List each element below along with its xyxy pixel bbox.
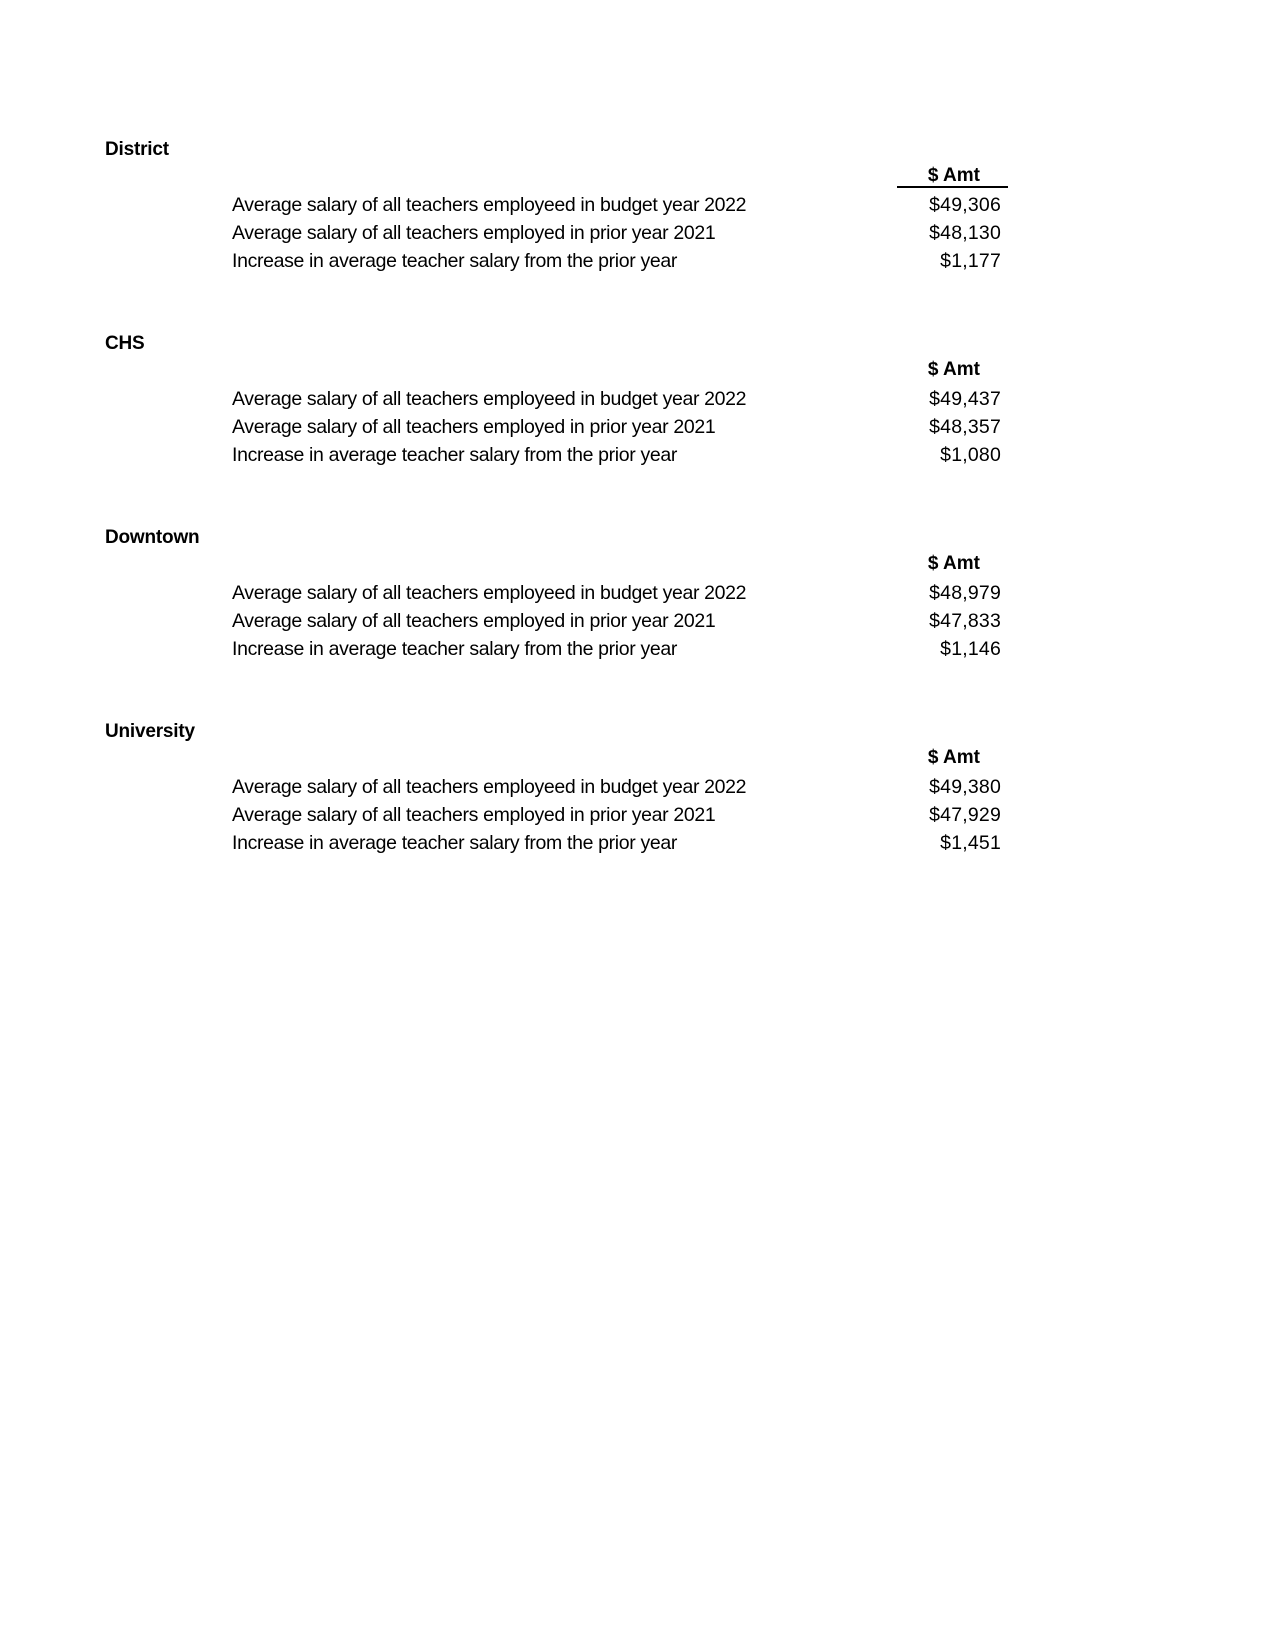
section-university xyxy=(0,720,1275,914)
row-value: $47,929 xyxy=(929,804,1001,826)
row-value: $1,177 xyxy=(940,250,1001,272)
row-value: $48,130 xyxy=(929,222,1001,244)
row-value: $1,080 xyxy=(940,444,1001,466)
amount-column-header: $ Amt xyxy=(927,553,980,574)
table-row xyxy=(0,635,1275,663)
table-row xyxy=(0,247,1275,275)
row-value: $49,437 xyxy=(929,388,1001,410)
table-row xyxy=(0,413,1275,441)
row-label: Average salary of all teachers employed in prior year 2021 xyxy=(232,416,716,438)
amount-column-header: $ Amt xyxy=(897,164,1008,188)
section-title: District xyxy=(105,139,169,160)
table-row xyxy=(0,219,1275,247)
row-value: $48,979 xyxy=(929,582,1001,604)
section-chs xyxy=(0,332,1275,526)
row-label: Average salary of all teachers employed in prior year 2021 xyxy=(232,610,716,632)
row-label: Average salary of all teachers employed in prior year 2021 xyxy=(232,804,716,826)
amount-column-header: $ Amt xyxy=(927,359,980,380)
section-title: Downtown xyxy=(105,527,200,548)
row-value: $49,380 xyxy=(929,776,1001,798)
row-label: Average salary of all teachers employeed in budget year 2022 xyxy=(232,388,747,410)
table-row xyxy=(0,385,1275,413)
row-label: Average salary of all teachers employeed in budget year 2022 xyxy=(232,582,747,604)
table-row xyxy=(0,441,1275,469)
row-label: Increase in average teacher salary from the prior year xyxy=(232,444,677,466)
section-downtown xyxy=(0,526,1275,720)
row-value: $47,833 xyxy=(929,610,1001,632)
table-row xyxy=(0,801,1275,829)
row-value: $49,306 xyxy=(929,194,1001,216)
row-label: Average salary of all teachers employeed in budget year 2022 xyxy=(232,776,747,798)
section-district xyxy=(0,138,1275,332)
table-row xyxy=(0,191,1275,219)
row-value: $1,146 xyxy=(940,638,1001,660)
table-row xyxy=(0,773,1275,801)
row-label: Increase in average teacher salary from the prior year xyxy=(232,832,677,854)
section-title: University xyxy=(105,721,195,742)
table-row xyxy=(0,607,1275,635)
row-label: Average salary of all teachers employeed in budget year 2022 xyxy=(232,194,747,216)
row-label: Increase in average teacher salary from the prior year xyxy=(232,250,677,272)
row-value: $48,357 xyxy=(929,416,1001,438)
table-row xyxy=(0,829,1275,857)
row-label: Average salary of all teachers employed in prior year 2021 xyxy=(232,222,716,244)
amount-column-header: $ Amt xyxy=(927,747,980,768)
section-title: CHS xyxy=(105,333,145,354)
table-row xyxy=(0,579,1275,607)
row-value: $1,451 xyxy=(940,832,1001,854)
row-label: Increase in average teacher salary from the prior year xyxy=(232,638,677,660)
